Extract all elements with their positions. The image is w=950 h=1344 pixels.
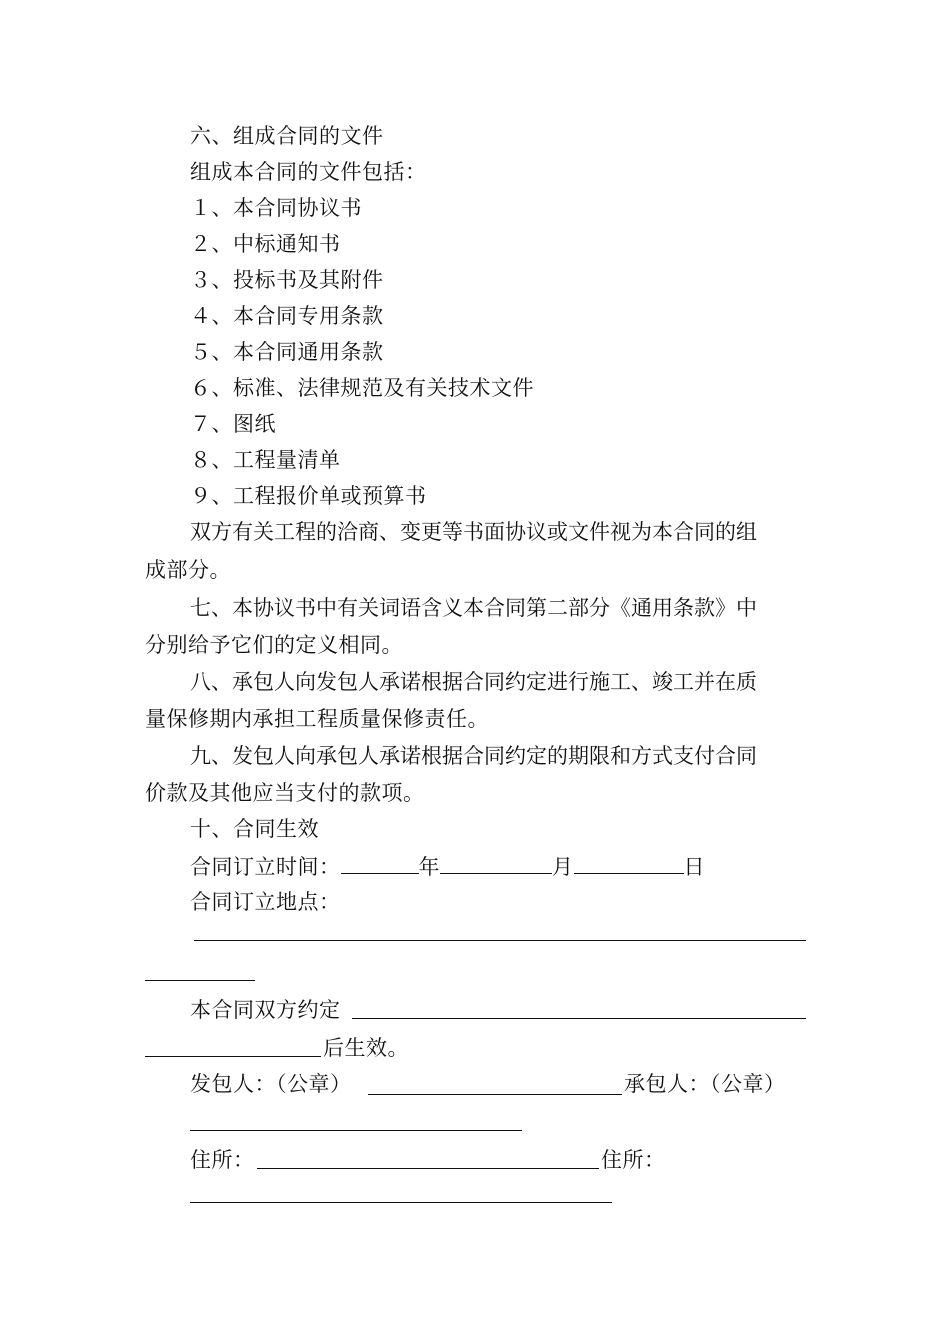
contract-place-label: 合同订立地点：: [190, 890, 341, 914]
document-list-item: ８、工程量清单: [190, 448, 341, 472]
year-label: 年: [418, 855, 440, 879]
employer-address-blank[interactable]: [257, 1168, 599, 1169]
section-6-paragraph-line-2: 成部分。: [145, 558, 231, 582]
employer-address-label: 住所：: [190, 1148, 255, 1172]
effective-condition-label: 本合同双方约定: [190, 998, 341, 1022]
contract-date-row: [190, 851, 705, 881]
document-list-item: ６、标准、法律规范及有关技术文件: [190, 376, 534, 400]
year-blank[interactable]: [341, 851, 419, 874]
document-list-item: ２、中标通知书: [190, 232, 341, 256]
month-label: 月: [552, 855, 574, 879]
month-blank[interactable]: [440, 851, 552, 874]
employer-seal-blank[interactable]: [368, 1094, 622, 1095]
contractor-address-blank[interactable]: [190, 1202, 612, 1203]
document-list-item: ７、图纸: [190, 412, 276, 436]
day-blank[interactable]: [574, 851, 684, 874]
effective-condition-blank-continued[interactable]: [145, 1056, 321, 1057]
contract-place-blank[interactable]: [194, 940, 806, 941]
section-6-paragraph-line-1: 双方有关工程的洽商、变更等书面协议或文件视为本合同的组: [190, 520, 757, 544]
section-6-intro: 组成本合同的文件包括：: [190, 160, 427, 184]
day-label: 日: [683, 855, 705, 879]
effective-suffix: 后生效。: [323, 1036, 409, 1060]
section-8-line-2: 量保修期内承担工程质量保修责任。: [145, 707, 489, 731]
document-list-item: １、本合同协议书: [190, 196, 362, 220]
document-list-item: ５、本合同通用条款: [190, 340, 384, 364]
document-list-item: ４、本合同专用条款: [190, 304, 384, 328]
section-8-line-1: 八、承包人向发包人承诺根据合同约定进行施工、竣工并在质: [190, 670, 757, 694]
contract-date-label: 合同订立时间：: [190, 855, 341, 879]
section-10-heading: 十、合同生效: [190, 817, 319, 841]
document-list-item: ９、工程报价单或预算书: [190, 484, 427, 508]
section-7-line-1: 七、本协议书中有关词语含义本合同第二部分《通用条款》中: [190, 596, 757, 620]
effective-condition-blank[interactable]: [352, 1018, 806, 1019]
contractor-seal-blank[interactable]: [190, 1130, 522, 1131]
contract-place-blank-continued[interactable]: [145, 980, 255, 981]
section-6-heading: 六、组成合同的文件: [190, 124, 384, 148]
section-7-line-2: 分别给予它们的定义相同。: [145, 633, 403, 657]
contractor-address-label: 住所：: [601, 1148, 666, 1172]
section-9-line-2: 价款及其他应当支付的款项。: [145, 781, 425, 805]
section-9-line-1: 九、发包人向承包人承诺根据合同约定的期限和方式支付合同: [190, 744, 757, 768]
contractor-seal-label: 承包人：（公章）: [624, 1072, 786, 1096]
document-list-item: ３、投标书及其附件: [190, 268, 384, 292]
employer-seal-label: 发包人：（公章）: [190, 1072, 352, 1096]
